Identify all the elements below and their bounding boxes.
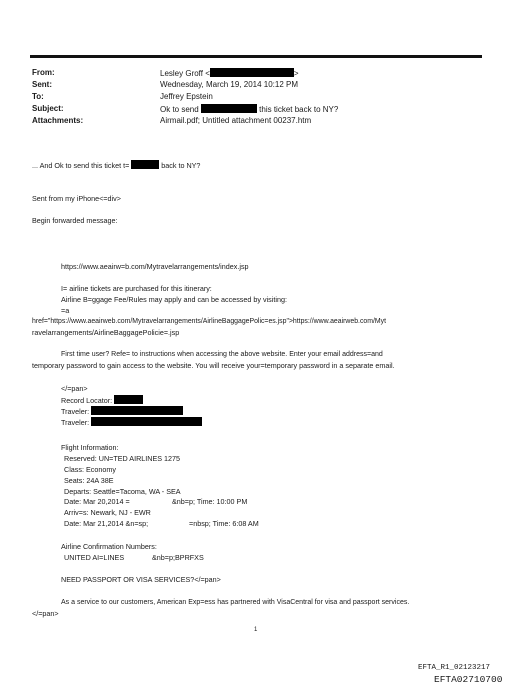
- first-time-line-2: temporary password to gain access to the website. You will receive your=temporary password in a separate email.: [32, 361, 395, 370]
- confirmation-code: &nb=p;BPRFXS: [152, 553, 204, 562]
- redacted-email: [210, 68, 294, 77]
- service-line: As a service to our customers, American Exp=ess has partnered with VisaCentral for visa and passport services.: [61, 599, 410, 606]
- subject-value: [160, 104, 338, 115]
- from-label: From:: [32, 68, 55, 77]
- date-2-left: Date: Mar 21,2014 &n=sp;: [64, 519, 149, 528]
- attachments-label: Attachments:: [32, 116, 84, 125]
- date-1-left: Date: Mar 20,2014 =: [64, 497, 130, 506]
- attachments-value: Airmail.pdf; Untitled attachment 00237.htm: [160, 116, 312, 125]
- flight-info-label: Flight Information:: [61, 443, 119, 452]
- sent-from-line: Sent from my iPhone<=div>: [32, 194, 121, 203]
- href-line: href="https://www.aeairweb.com/Mytravelarrangements/AirlineBaggagePolic=es.jsp">https://www.aeairweb.com/Myt: [32, 318, 386, 325]
- reserved-line: Reserved: UN=TED AIRLINES 1275: [64, 454, 181, 463]
- from-value: [160, 68, 299, 79]
- subject-prefix: Ok to send: [160, 105, 199, 114]
- ok-send-prefix: ... And Ok to send this ticket t=: [32, 161, 130, 170]
- seats-line: Seats: 24A 38E: [64, 476, 114, 485]
- redacted-record-locator: [114, 395, 143, 404]
- date-2-right: =nbsp; Time: 6:08 AM: [189, 519, 259, 528]
- tickets-line: I= airline tickets are purchased for this itinerary:: [61, 284, 212, 293]
- confirmation-airline: UNITED AI=LINES: [64, 553, 125, 562]
- header-rule: [30, 55, 482, 58]
- from-name: Lesley Groff <: [160, 69, 210, 78]
- footer-id-small: EFTA_R1_02123217: [418, 664, 491, 672]
- record-locator-label: Record Locator:: [61, 396, 113, 405]
- class-line: Class: Economy: [64, 465, 116, 474]
- to-label: To:: [32, 92, 44, 101]
- ok-send-suffix: back to NY?: [161, 161, 201, 170]
- redacted-traveler-1: [91, 406, 183, 415]
- traveler-row-1: [61, 406, 183, 416]
- passport-line: NEED PASSPORT OR VISA SERVICES?</=pan>: [61, 575, 221, 584]
- departs-line: Departs: Seattle=Tacoma, WA - SEA: [64, 487, 181, 496]
- pan-close-2: </=pan>: [32, 609, 59, 618]
- traveler-label-1: Traveler:: [61, 407, 90, 416]
- redacted-body-name: [131, 160, 159, 169]
- sent-value: Wednesday, March 19, 2014 10:12 PM: [160, 80, 299, 89]
- to-value: Jeffrey Epstein: [160, 92, 213, 101]
- confirmation-label: Airline Confirmation Numbers:: [61, 542, 157, 551]
- sent-label: Sent:: [32, 80, 52, 89]
- begin-forwarded-line: Begin forwarded message:: [32, 216, 118, 225]
- page-number: 1: [254, 627, 258, 633]
- redacted-subject: [201, 104, 257, 113]
- traveler-label-2: Traveler:: [61, 418, 90, 427]
- record-locator-row: [61, 395, 143, 405]
- href-line-2: ravelarrangements/AirlineBaggagePolicie=.jsp: [32, 328, 180, 337]
- body-line-ok-send: [32, 160, 200, 170]
- date-1-right: &nb=p; Time: 10:00 PM: [172, 497, 248, 506]
- traveler-row-2: [61, 417, 202, 427]
- url-line: https://www.aeairw=b.com/Mytravelarrangements/index.jsp: [61, 262, 249, 271]
- redacted-traveler-2: [91, 417, 202, 426]
- arrives-line: Arriv=s: Newark, NJ - EWR: [64, 508, 151, 517]
- first-time-line-1: First time user? Refe= to instructions when accessing the above website. Enter your email address=and: [61, 351, 383, 358]
- pan-close-1: </=pan>: [61, 384, 88, 393]
- subject-suffix: this ticket back to NY?: [259, 105, 339, 114]
- baggage-line: Airline B=ggage Fee/Rules may apply and can be accessed by visiting:: [61, 295, 287, 304]
- subject-label: Subject:: [32, 104, 64, 113]
- from-suffix: >: [293, 69, 299, 78]
- footer-id-large: EFTA02710700: [434, 674, 503, 685]
- eq-a-line: =a: [61, 306, 70, 315]
